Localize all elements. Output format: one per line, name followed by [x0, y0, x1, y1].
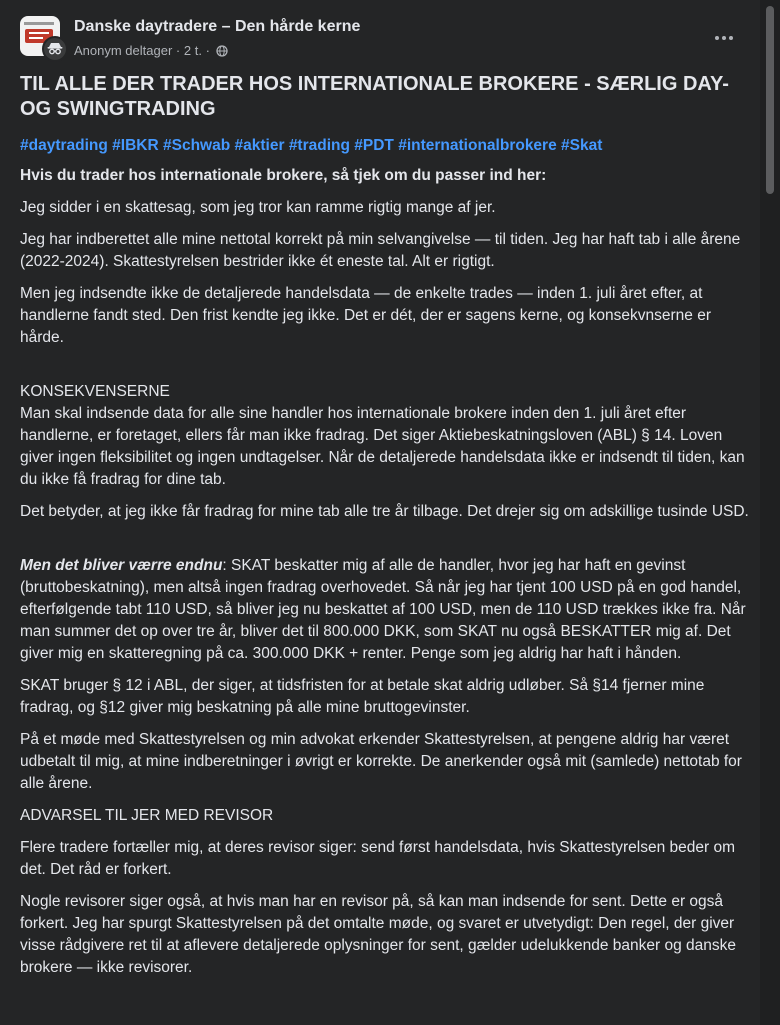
post-body: [20, 72, 755, 989]
globe-icon: [216, 45, 228, 57]
post-meta: [74, 42, 228, 58]
scrollbar-thumb[interactable]: [766, 6, 774, 194]
hashtag-list: [20, 135, 755, 157]
group-name-link[interactable]: Danske daytradere – Den hårde kerne: [74, 18, 361, 35]
hashtag-link[interactable]: #daytrading: [20, 137, 108, 154]
group-logo-bar: [24, 22, 54, 25]
hashtag-link[interactable]: #IBKR: [112, 137, 159, 154]
author-name[interactable]: Anonym deltager: [74, 43, 173, 59]
paragraph: Nogle revisorer siger også, at hvis man har en revisor på, så kan man indsende for sent. Dette er også forkert. Jeg har spurgt Skattestyrelsen på det omtalte møde, og svaret er utvetydigt: Den regel, der giver visse rådgivere ret til at aflevere detaljerede oplysninger for sent, gælder udelukkende banker og danske brokere — ikke revisorer.: [20, 893, 737, 976]
meta-separator-2: ·: [205, 43, 210, 59]
hashtag-link[interactable]: #PDT: [354, 137, 394, 154]
meta-separator: ·: [175, 43, 181, 59]
consequences-heading: KONSEKVENSERNE: [20, 383, 170, 400]
hashtag-link[interactable]: #Skat: [561, 137, 603, 154]
paragraph: Det betyder, at jeg ikke får fradrag for mine tab alle tre år tilbage. Det drejer sig om adskillige tusinde USD.: [20, 503, 749, 520]
spacer: [20, 359, 755, 381]
anonymous-avatar-icon: [42, 36, 68, 62]
paragraph: Jeg har indberettet alle mine nettotal korrekt på min selvangivelse — til tiden. Jeg har haft tab i alle årene (2022-2024). Skattestyrelsen bestrider ikke ét eneste tal. Alt er rigtigt.: [20, 231, 741, 270]
scrollbar[interactable]: [760, 0, 780, 1025]
hashtag-link[interactable]: #aktier: [234, 137, 285, 154]
more-options-icon[interactable]: [708, 28, 740, 48]
hashtag-link[interactable]: #Schwab: [163, 137, 231, 154]
paragraph-worse: [20, 555, 755, 665]
spacer: [20, 533, 755, 555]
emphasis-text: Men det bliver værre endnu: [20, 557, 223, 574]
post-header: [20, 14, 740, 64]
paragraph: På et møde med Skattestyrelsen og min advokat erkender Skattestyrelsen, at pengene aldrig har været udbetalt til mig, at mine indberetninger i øvrigt er korrekte. De anerkender også mit (samlede) nettotab for alle årene.: [20, 731, 742, 792]
hashtag-link[interactable]: #trading: [288, 137, 350, 154]
paragraph: SKAT bruger § 12 i ABL, der siger, at tidsfristen for at betale skat aldrig udløber. Så §14 fjerner mine fradrag, og §12 giver mig beskatning på alle mine bruttogevinster.: [20, 677, 705, 716]
paragraph: Man skal indsende data for alle sine handler hos internationale brokere inden den 1. juli året efter handlerne, er foretaget, ellers får man ikke fradrag. Det siger Aktiebeskatningsloven (ABL) § 14. Loven giver ingen fleksibilitet og ingen undtagelser. Når de detaljerede handelsdata ikke er indsendt til tiden, kan du ikke få fradrag for dine tab.: [20, 405, 745, 488]
post-title: TIL ALLE DER TRADER HOS INTERNATIONALE BROKERE - SÆRLIG DAY- OG SWINGTRADING: [20, 73, 729, 120]
hashtag-link[interactable]: #internationalbrokere: [398, 137, 557, 154]
warning-heading: ADVARSEL TIL JER MED REVISOR: [20, 807, 274, 824]
paragraph: Jeg sidder i en skattesag, som jeg tror kan ramme rigtig mange af jer.: [20, 199, 496, 216]
post-timestamp[interactable]: 2 t.: [183, 43, 202, 59]
paragraph: Flere tradere fortæller mig, at deres revisor siger: send først handelsdata, hvis Skattestyrelsen beder om det. Det råd er forkert.: [20, 839, 736, 878]
paragraph-text: : SKAT beskatter mig af alle de handler, hvor jeg har haft en gevinst (bruttobeskatning), men altså ingen fradrag overhovedet. Så når jeg har tjent 100 USD på en god handel, efterfølgende tabt 110 USD, så bliver jeg nu beskattet af 100 USD, men de 110 USD trækkes ikke fra. Når man summer det op over tre år, bliver det til 800.000 DKK, som SKAT nu også BESKATTER mig af. Det giver mig en skatteregning på ca. 300.000 DKK + renter. Penge som jeg aldrig har haft i hånden.: [20, 557, 746, 662]
intro-paragraph: Hvis du trader hos internationale brokere, så tjek om du passer ind her:: [20, 167, 547, 184]
paragraph: Men jeg indsendte ikke de detaljerede handelsdata — de enkelte trades — inden 1. juli året efter, at handlerne fandt sted. Den frist kendte jeg ikke. Det er dét, der er sagens kerne, og konsekvnserne er hårde.: [20, 285, 712, 346]
